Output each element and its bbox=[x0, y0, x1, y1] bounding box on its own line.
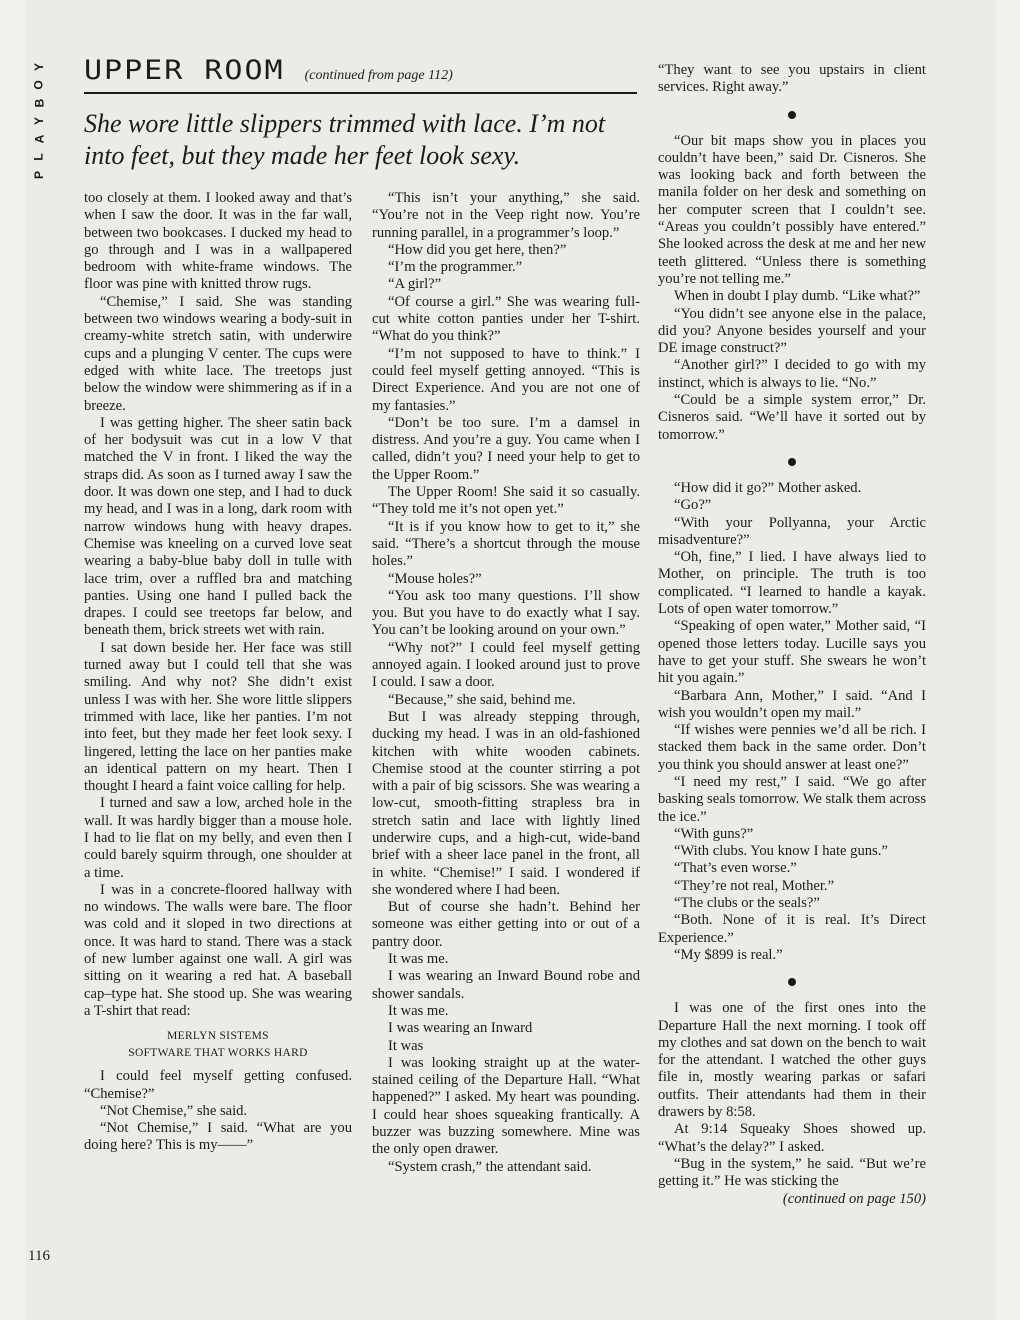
paragraph: I was wearing an Inward bbox=[388, 1020, 533, 1037]
tshirt-text bbox=[84, 1028, 352, 1062]
section-break-dot bbox=[658, 964, 926, 1000]
paragraph: It was me. bbox=[388, 951, 449, 968]
paragraph: “Mouse holes?” bbox=[388, 570, 482, 587]
paragraph: I was in a concrete-floored hallway with no windows. The walls were bare. The floor was cold and it sloped in two directions at once. It was hard to stand. There was a stack of new lumber against one wall. A girl was sitting on it wearing a red hat. A baseball cap–type hat. She stood up. She was wearing a T-shirt that read: bbox=[84, 881, 352, 1019]
paragraph: “Speaking of open water,” Mother said, “I opened those letters today. Lucille says you have to get your stuff. She swears he won’t hit you again.” bbox=[658, 618, 926, 687]
paragraph: “You ask too many questions. I’ll show you. But you have to do exactly what I say. You can’t be looking around on your own.” bbox=[372, 587, 640, 639]
paragraph: “Go?” bbox=[674, 497, 712, 514]
pull-quote: She wore little slippers trimmed with lace. I’m not into feet, but they made her feet look sexy. bbox=[84, 109, 606, 170]
story-title: UPPER ROOM bbox=[84, 54, 285, 87]
paragraph: It was bbox=[388, 1037, 424, 1054]
paragraph: The Upper Room! She said it so casually. “They told me it’s not open yet.” bbox=[372, 484, 640, 518]
paragraph: “Because,” she said, behind me. bbox=[388, 691, 576, 708]
sidebar-letter: O bbox=[32, 80, 46, 90]
paragraph: But I was already stepping through, ducking my head. I was in an old-fashioned kitchen with white wooden cabinets. Chemise stood at the counter stirring a pot with a pair of big scissors. She was wearing a low-cut, smooth-fitting strapless bra in stretch satin and lace with lightly lined underwire cups, and a high-cut, wide-band brief with a sheer lace panel in the front, all in white. “Chemise!” I said. I wondered if she wondered where I had been. bbox=[372, 708, 640, 898]
paragraph: At 9:14 Squeaky Shoes showed up. “What’s the delay?” I asked. bbox=[658, 1121, 926, 1155]
section-break-dot bbox=[658, 97, 926, 133]
paragraph: I could feel myself getting confused. “Chemise?” bbox=[84, 1068, 352, 1102]
paragraph: “System crash,” the attendant said. bbox=[388, 1158, 592, 1175]
paragraph: I sat down beside her. Her face was still turned away but I could tell that she was smiling. And why not? She didn’t exist unless I was with her. She wore little slippers trimmed with lace, like her panties. I’m not into feet, but they made her feet look sexy. I lingered, letting the lace on her panties make an identical pattern on my heart. Then I thought I heard a faint voice calling for help. bbox=[84, 639, 352, 795]
paragraph: “How did you get here, then?” bbox=[388, 241, 567, 258]
paragraph: I was looking straight up at the water-stained ceiling of the Departure Hall. “What happened?” I asked. My heart was pounding. I could hear shoes squeaking frantically. A buzzer was buzzing somewhere. Mine was the only open drawer. bbox=[372, 1054, 640, 1158]
paragraph: “Chemise,” I said. She was standing between two windows wearing a body-suit in creamy-white stretch satin, with underwire cups and a plunging V center. The cups were edged with white lace. The treetops just below the window were shimmering as if in a breeze. bbox=[84, 293, 352, 414]
paragraph: “With your Pollyanna, your Arctic misadventure?” bbox=[658, 514, 926, 548]
tshirt-line: MERLYN SISTEMS bbox=[167, 1030, 269, 1043]
paragraph: “They’re not real, Mother.” bbox=[674, 877, 835, 894]
column-3 bbox=[658, 62, 926, 1208]
sidebar-letter: P bbox=[31, 170, 46, 180]
paragraph: “My $899 is real.” bbox=[674, 946, 783, 963]
sidebar-letter: B bbox=[31, 98, 46, 108]
paragraph: “If wishes were pennies we’d all be rich. I stacked them back in the same order. Don’t you think you should answer at least one?” bbox=[658, 722, 926, 773]
paragraph: When in doubt I play dumb. “Like what?” bbox=[674, 288, 921, 305]
continued-from-note: (continued from page 112) bbox=[304, 68, 453, 83]
paragraph: I was wearing an Inward Bound robe and shower sandals. bbox=[372, 968, 640, 1002]
paragraph: too closely at them. I looked away and that’s when I saw the door. It was in the far wall, between two bookcases. I ducked my head to go through and I was in a wallpapered bedroom with white-frame windows. The floor was pine with knitted throw rugs. bbox=[84, 190, 352, 293]
paragraph: “Not Chemise,” I said. “What are you doing here? This is my——” bbox=[84, 1120, 352, 1154]
sidebar-letter: A bbox=[31, 134, 46, 144]
paragraph: “Another girl?” I decided to go with my instinct, which is always to lie. “No.” bbox=[658, 357, 926, 391]
paragraph: It was me. bbox=[388, 1002, 449, 1019]
paragraph: But of course she hadn’t. Behind her someone was either getting into or out of a pantry door. bbox=[372, 899, 640, 950]
paragraph: “It is if you know how to get to it,” she said. “There’s a shortcut through the mouse holes.” bbox=[372, 518, 640, 570]
paragraph: “I need my rest,” I said. “We go after basking seals tomorrow. We stalk them across the ice.” bbox=[658, 773, 926, 825]
page-number: 116 bbox=[28, 1248, 50, 1264]
paragraph: “Both. None of it is real. It’s Direct Experience.” bbox=[658, 912, 926, 946]
sidebar-letter: Y bbox=[31, 62, 46, 72]
continued-on-note: (continued on page 150) bbox=[782, 1190, 926, 1207]
column-2 bbox=[372, 190, 640, 1176]
paragraph: “The clubs or the seals?” bbox=[674, 895, 820, 912]
paragraph: “Bug in the system,” he said. “But we’re getting it.” He was sticking the bbox=[658, 1155, 926, 1190]
paragraph: “Not Chemise,” she said. bbox=[100, 1102, 248, 1119]
magazine-name-vertical bbox=[30, 58, 48, 184]
paragraph: “How did it go?” Mother asked. bbox=[674, 479, 862, 496]
paragraph: “You didn’t see anyone else in the palace, did you? Anyone besides yourself and your DE image construct?” bbox=[658, 305, 926, 357]
paragraph: “Our bit maps show you in places you couldn’t have been,” said Dr. Cisneros. She was looking back and forth between the manila folder on her desk and something on her computer screen that I couldn’t see. “Areas you couldn’t possibly have entered.” She looked across the desk at me and her new teeth glittered. “Unless there is something you’re not telling me.” bbox=[658, 132, 926, 287]
paragraph: “A girl?” bbox=[388, 276, 442, 293]
paragraph: “With guns?” bbox=[674, 825, 754, 842]
paragraph: “I’m not supposed to have to think.” I could feel myself getting annoyed. “This is Direct Experience. And you are not one of my fantasies.” bbox=[372, 345, 640, 414]
paragraph: “Why not?” I could feel myself getting annoyed again. I looked around just to prove I could. I saw a door. bbox=[372, 639, 640, 691]
story-header bbox=[84, 56, 637, 94]
paragraph: I was one of the first ones into the Departure Hall the next morning. I took off my clothes and sat down on the bench to wait for the attendant. I watched the other guys file in, mostly wearing parkas or safari outfits. Their attendants had them in their drawers by 8:58. bbox=[658, 1000, 926, 1121]
sidebar-letter: Y bbox=[31, 116, 46, 126]
paragraph: “Oh, fine,” I lied. I have always lied to Mother, on principle. The truth is too complicated. “I learned to handle a kayak. Lots of open water tomorrow.” bbox=[658, 549, 926, 618]
paragraph: “Could be a simple system error,” Dr. Cisneros said. “We’ll have it sorted out by tomorrow.” bbox=[658, 392, 926, 443]
paragraph: “That’s even worse.” bbox=[674, 860, 797, 877]
paragraph: I was getting higher. The sheer satin back of her bodysuit was cut in a low V that matched the V in front. I liked the way the straps did. As soon as I turned away I saw the door. It was down one step, and I had to duck my head, and I was in a long, dark room with narrow windows hung with heavy drapes. Chemise was kneeling on a curved love seat wearing a baby-blue baby doll in tulle with lace trim, over a ruffled bra and matching panties. Using one hand I pulled back the drapes. I could see treetops far below, and beneath them, brick streets wet with rain. bbox=[84, 414, 352, 639]
paragraph: “Barbara Ann, Mother,” I said. “And I wish you wouldn’t open my mail.” bbox=[658, 687, 926, 721]
paragraph: “This isn’t your anything,” she said. “You’re not in the Veep right now. You’re running parallel, in a programmer’s loop.” bbox=[372, 190, 640, 241]
paragraph: I turned and saw a low, arched hole in the wall. It was hardly bigger than a mouse hole. I had to lie flat on my belly, and even then I could barely squirm through, one shoulder at a time. bbox=[84, 795, 352, 881]
column-1 bbox=[84, 190, 352, 1155]
paragraph: “With clubs. You know I hate guns.” bbox=[674, 843, 888, 860]
sidebar-letter: L bbox=[32, 153, 46, 161]
paragraph: “They want to see you upstairs in client services. Right away.” bbox=[658, 62, 926, 96]
paragraph: “Of course a girl.” She was wearing full-cut white cotton panties under her T-shirt. “What do you think?” bbox=[372, 293, 640, 345]
paragraph: “Don’t be too sure. I’m a damsel in distress. And you’re a guy. You came when I called, didn’t you? I need your help to get to the Upper Room.” bbox=[372, 414, 640, 483]
tshirt-line: SOFTWARE THAT WORKS HARD bbox=[128, 1047, 308, 1060]
section-break-dot bbox=[658, 444, 926, 480]
paragraph: “I’m the programmer.” bbox=[388, 259, 523, 276]
